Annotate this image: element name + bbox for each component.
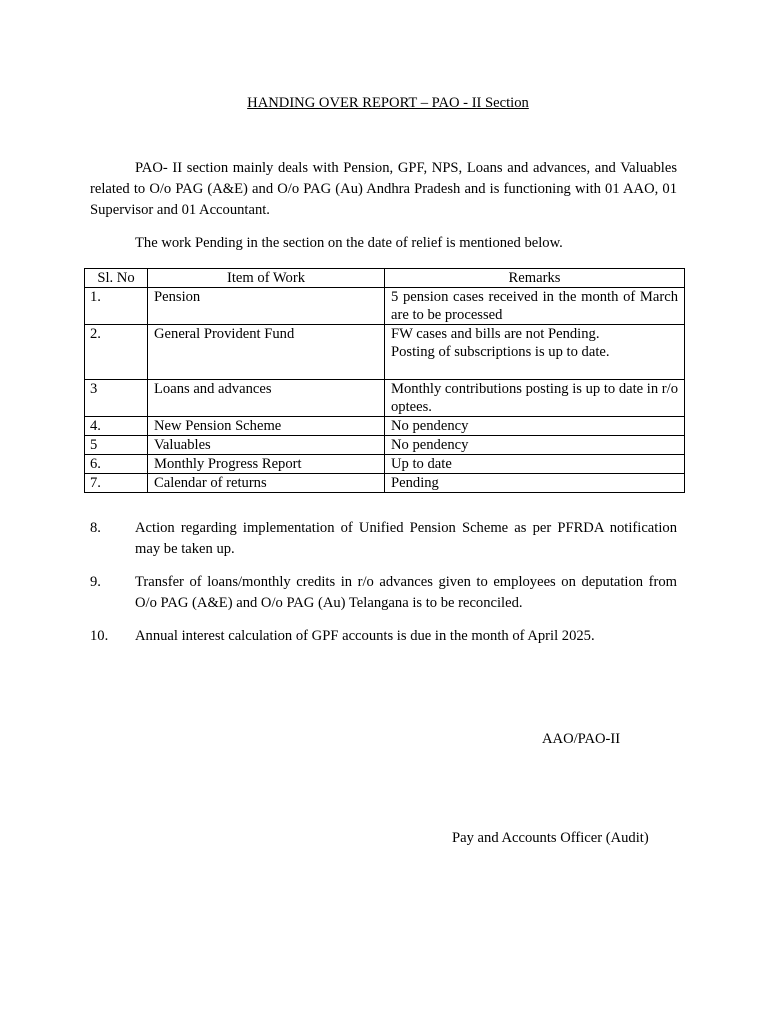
intro-paragraph: PAO- II section mainly deals with Pension, GPF, NPS, Loans and advances, and Valuables related to O/o PAG (A&E) and O/o PAG (Au) Andhra Pradesh and is functioning with 01 AAO, 01 Supervisor and 01 Accountant. bbox=[90, 160, 677, 218]
row-remarks bbox=[385, 455, 685, 474]
row-number: 5 bbox=[85, 436, 148, 455]
table-row bbox=[85, 455, 685, 474]
row-item: General Provident Fund bbox=[148, 325, 385, 380]
table-row bbox=[85, 325, 685, 380]
row-remarks bbox=[385, 380, 685, 417]
table-row bbox=[85, 288, 685, 325]
pending-work-table bbox=[84, 268, 685, 493]
row-number: 6. bbox=[85, 455, 148, 474]
row-remarks bbox=[385, 325, 685, 380]
row-number: 7. bbox=[85, 474, 148, 493]
point-text: Transfer of loans/monthly credits in r/o advances given to employees on deputation from O/o PAG (A&E) and O/o PAG (Au) Telangana is to be reconciled. bbox=[135, 574, 677, 611]
header-remarks: Remarks bbox=[385, 269, 685, 288]
table-row bbox=[85, 474, 685, 493]
point-number: 8. bbox=[90, 520, 101, 536]
list-item bbox=[90, 518, 677, 560]
row-number: 1. bbox=[85, 288, 148, 325]
row-remarks bbox=[385, 436, 685, 455]
list-item bbox=[90, 626, 677, 647]
row-item: Pension bbox=[148, 288, 385, 325]
remark-line: No pendency bbox=[391, 418, 469, 434]
table-header-row bbox=[85, 269, 685, 288]
row-number: 2. bbox=[85, 325, 148, 380]
remark-line: No pendency bbox=[391, 437, 469, 453]
header-item-of-work: Item of Work bbox=[148, 269, 385, 288]
row-item: Valuables bbox=[148, 436, 385, 455]
row-remarks bbox=[385, 288, 685, 325]
remark-line: Pending bbox=[391, 475, 439, 491]
report-title: HANDING OVER REPORT – PAO - II Section bbox=[247, 95, 529, 111]
signature-aao: AAO/PAO-II bbox=[542, 731, 621, 747]
table-row bbox=[85, 436, 685, 455]
row-number: 3 bbox=[85, 380, 148, 417]
point-text: Action regarding implementation of Unified Pension Scheme as per PFRDA notification may be taken up. bbox=[135, 520, 677, 557]
header-sl-no: Sl. No bbox=[85, 269, 148, 288]
row-item: Monthly Progress Report bbox=[148, 455, 385, 474]
table-row bbox=[85, 380, 685, 417]
table-row bbox=[85, 417, 685, 436]
point-number: 9. bbox=[90, 574, 101, 590]
remark-line: Up to date bbox=[391, 456, 452, 472]
point-number: 10. bbox=[90, 628, 109, 644]
row-remarks bbox=[385, 474, 685, 493]
remark-line: FW cases and bills are not Pending. bbox=[391, 326, 600, 342]
remark-line: Posting of subscriptions is up to date. bbox=[391, 344, 610, 360]
point-text: Annual interest calculation of GPF accounts is due in the month of April 2025. bbox=[135, 628, 595, 644]
row-item: Loans and advances bbox=[148, 380, 385, 417]
list-item bbox=[90, 572, 677, 614]
signature-pay-accounts-officer: Pay and Accounts Officer (Audit) bbox=[452, 830, 649, 846]
row-item: Calendar of returns bbox=[148, 474, 385, 493]
row-item: New Pension Scheme bbox=[148, 417, 385, 436]
remark-line: Monthly contributions posting is up to date in r/o optees. bbox=[391, 381, 679, 415]
row-remarks bbox=[385, 417, 685, 436]
row-number: 4. bbox=[85, 417, 148, 436]
action-points-list bbox=[90, 518, 677, 659]
pending-intro: The work Pending in the section on the date of relief is mentioned below. bbox=[135, 235, 563, 251]
remark-line: 5 pension cases received in the month of March are to be processed bbox=[391, 289, 678, 323]
